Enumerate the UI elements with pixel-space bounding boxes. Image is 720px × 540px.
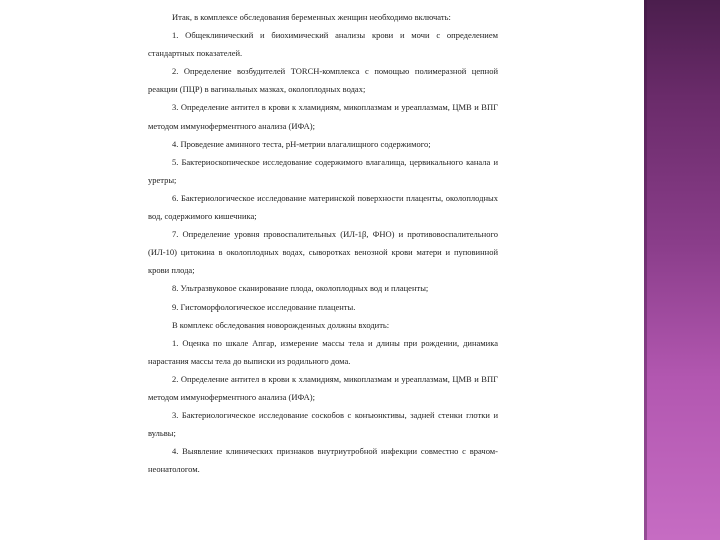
- mother-item-3: 3. Определение антител в крови к хламидиям, микоплазмам и уреаплазмам, ЦМВ и ВПГ методом иммуноферментного анализа (ИФА);: [148, 102, 498, 131]
- newborn-item-4: 4. Выявление клинических признаков внутриутробной инфекции совместно с врачом-неонатологом.: [148, 446, 498, 475]
- mother-item-1: 1. Общеклинический и биохимический анализы крови и мочи с определением стандартных показателей.: [148, 30, 498, 59]
- newborn-item-1: 1. Оценка по шкале Апгар, измерение массы тела и длины при рождении, динамика нарастания массы тела до выписки из родильного дома.: [148, 337, 498, 366]
- document-intro: Итак, в комплексе обследования беременных женщин необходимо включать:: [172, 12, 451, 22]
- decorative-sidebar: [644, 0, 720, 540]
- mother-item-7: 7. Определение уровня провоспалительных (ИЛ-1β, ФНО) и противовоспалительного (ИЛ-10) цитокина в околоплодных водах, сыворотках венозной крови матери и пуповинной крови плода;: [148, 229, 498, 276]
- newborn-item-3: 3. Бактериологическое исследование соскобов с конъюнктивы, задней стенки глотки и вульвы;: [148, 410, 498, 439]
- newborn-item-2: 2. Определение антител в крови к хламидиям, микоплазмам и уреаплазмам, ЦМВ и ВПГ методом иммуноферментного анализа (ИФА);: [148, 373, 498, 402]
- sidebar-edge: [644, 0, 647, 540]
- mother-item-5: 5. Бактериоскопическое исследование содержимого влагалища, цервикального канала и уретры;: [148, 156, 498, 185]
- mother-item-6: 6. Бактериологическое исследование материнской поверхности плаценты, околоплодных вод, содержимого кишечника;: [148, 192, 498, 222]
- mother-item-9: 9. Гистоморфологическое исследование плаценты.: [172, 301, 356, 312]
- scanned-document-page: [148, 8, 498, 488]
- newborn-intro: В комплекс обследования новорожденных должны входить:: [172, 319, 390, 330]
- mother-item-8: 8. Ультразвуковое сканирование плода, околоплодных вод и плаценты;: [172, 283, 429, 294]
- mother-item-4: 4. Проведение аминного теста, рН-метрии влагалищного содержимого;: [172, 138, 431, 149]
- mother-item-2: 2. Определение возбудителей TORCH-комплекса с помощью полимеразной цепной реакции (ПЦР) в вагинальных мазках, околоплодных водах;: [148, 66, 498, 95]
